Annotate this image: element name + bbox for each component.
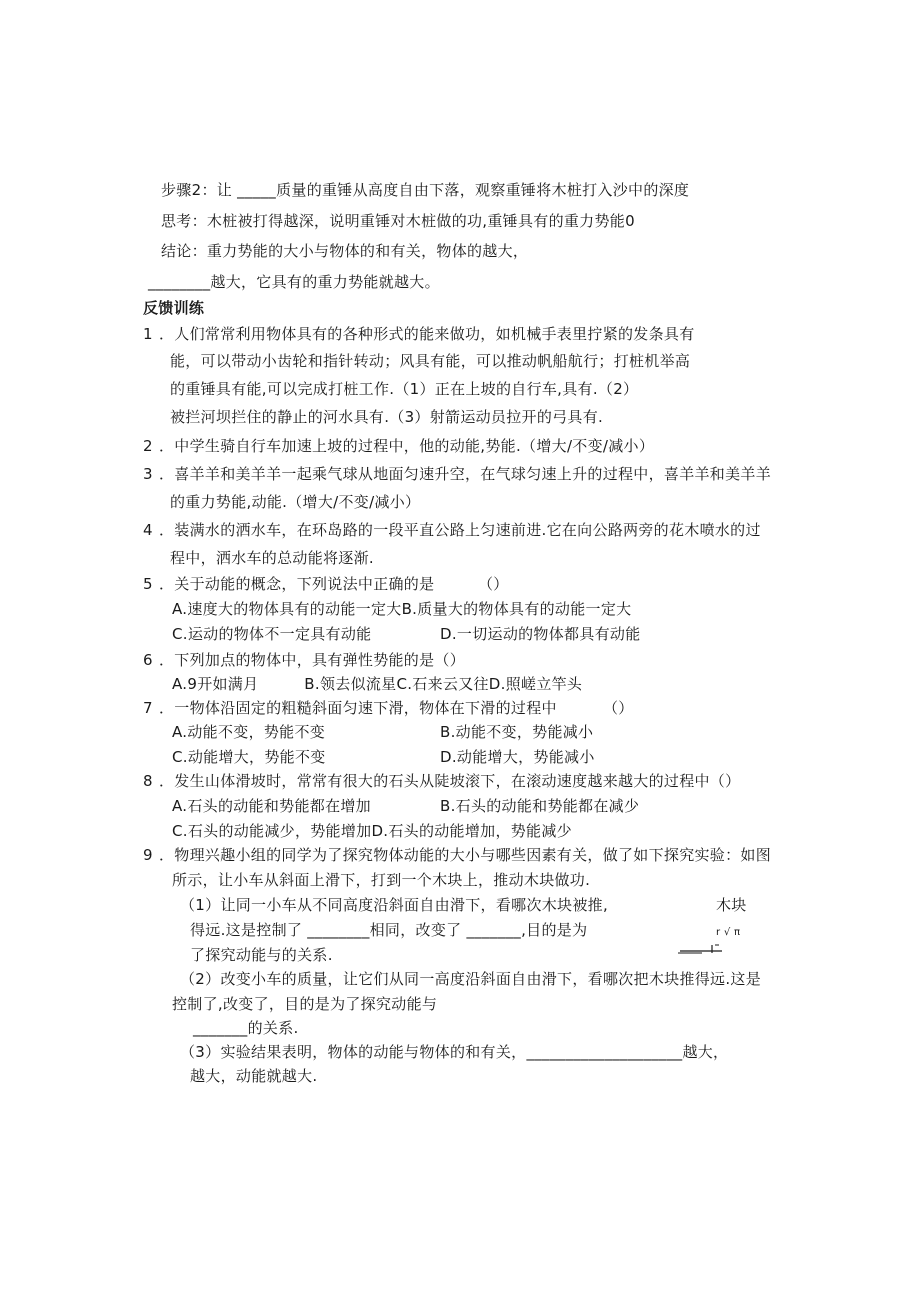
option-d: D.一切运动的物体都具有动能 bbox=[440, 625, 641, 643]
answer-paren: （） bbox=[478, 575, 509, 593]
question-number: 3 bbox=[143, 465, 153, 483]
part-3-text: 越大，动能就越大. bbox=[190, 1067, 318, 1085]
question-4-text: 程中，洒水车的总动能将逐渐. bbox=[170, 549, 374, 567]
part-2-text: _______的关系. bbox=[193, 1019, 299, 1037]
experiment-figure bbox=[674, 893, 754, 963]
ramp-block-icon bbox=[674, 893, 754, 963]
option-a: A.石头的动能和势能都在增加 bbox=[172, 797, 371, 815]
conclusion-line: 结论：重力势能的大小与物体的和有关，物体的越大， bbox=[161, 242, 529, 260]
part-2-text: （2）改变小车的质量，让它们从同一高度沿斜面自由滑下，看哪次把木块推得远.这是 bbox=[180, 970, 762, 988]
question-1-text: ．人们常常利用物体具有的各种形式的能来做功，如机械手表里拧紧的发条具有 bbox=[159, 325, 695, 343]
option-ab: A.速度大的物体具有的动能一定大B.质量大的物体具有的动能一定大 bbox=[172, 600, 632, 618]
section-title: 反馈训练 bbox=[143, 299, 205, 317]
question-1-text: 能，可以带动小齿轮和指针转动；风具有能，可以推动帆船航行；打桩机举高 bbox=[170, 352, 691, 370]
figure-mark: r √ π bbox=[716, 927, 741, 938]
question-number: 2 bbox=[143, 437, 153, 455]
options-line: A.9开如满月 B.领去似流星C.石来云又往D.照嵯立竿头 bbox=[172, 675, 583, 693]
part-1-text: 得远.这是控制了 ________相同，改变了 _______,目的是为 bbox=[190, 921, 588, 939]
option-c: C.动能增大，势能不变 bbox=[172, 748, 326, 766]
question-number: 7 bbox=[143, 699, 153, 717]
question-6-text: ．下列加点的物体中，具有弹性势能的是（） bbox=[159, 651, 466, 669]
part-3-text: （3）实验结果表明，物体的动能与物体的和有关，____________________越大， bbox=[180, 1043, 729, 1061]
question-number: 6 bbox=[143, 651, 153, 669]
question-4-text: ．装满水的洒水车，在环岛路的一段平直公路上匀速前进.它在向公路两旁的花木喷水的过 bbox=[159, 521, 761, 539]
question-3-text: 的重力势能,动能.（增大/不变/减小） bbox=[170, 493, 421, 511]
figure-label: 木块 bbox=[716, 896, 747, 914]
option-b: B.动能不变，势能减小 bbox=[440, 723, 594, 741]
question-5-text: ．关于动能的概念，下列说法中正确的是 bbox=[159, 575, 435, 593]
question-8-text: ．发生山体滑坡时，常常有很大的石头从陡坡滚下，在滚动速度越来越大的过程中（） bbox=[159, 772, 741, 790]
question-1-text: 的重锤具有能,可以完成打桩工作.（1）正在上坡的自行车,具有.（2） bbox=[170, 380, 639, 398]
option-b: B.石头的动能和势能都在减少 bbox=[440, 797, 640, 815]
part-2-text: 控制了,改变了，目的是为了探究动能与 bbox=[172, 995, 438, 1013]
question-9-text: 所示，让小车从斜面上滑下，打到一个木块上，推动木块做功. bbox=[172, 871, 591, 889]
question-9-text: ．物理兴趣小组的同学为了探究物体动能的大小与哪些因素有关，做了如下探究实验：如图 bbox=[159, 846, 772, 864]
question-number: 4 bbox=[143, 521, 153, 539]
part-1-text: （1）让同一小车从不同高度沿斜面自由滑下，看哪次木块被推, bbox=[180, 896, 609, 914]
question-number: 5 bbox=[143, 575, 153, 593]
step2-line: 步骤2：让 _____质量的重锤从高度自由下落，观察重锤将木桩打入沙中的深度 bbox=[161, 181, 690, 199]
answer-paren: （） bbox=[603, 699, 634, 717]
question-1-text: 被拦河坝拦住的静止的河水具有.（3）射箭运动员拉开的弓具有. bbox=[170, 408, 604, 426]
option-cd: C.石头的动能减少，势能增加D.石头的动能增加，势能减少 bbox=[172, 822, 572, 840]
conclusion-line-2: ________越大，它具有的重力势能就越大。 bbox=[148, 273, 440, 291]
think-line: 思考：木桩被打得越深，说明重锤对木桩做的功,重锤具有的重力势能0 bbox=[161, 212, 635, 230]
question-2-text: ．中学生骑自行车加速上坡的过程中，他的动能,势能.（增大/不变/减小） bbox=[159, 437, 655, 455]
option-a: A.动能不变，势能不变 bbox=[172, 723, 326, 741]
question-3-text: ．喜羊羊和美羊羊一起乘气球从地面匀速升空，在气球匀速上升的过程中，喜羊羊和美羊羊 bbox=[159, 465, 772, 483]
question-number: 1 bbox=[143, 325, 153, 343]
option-c: C.运动的物体不一定具有动能 bbox=[172, 625, 372, 643]
question-7-text: ．一物体沿固定的粗糙斜面匀速下滑，物体在下滑的过程中 bbox=[159, 699, 557, 717]
question-number: 8 bbox=[143, 772, 153, 790]
part-1-text: 了探究动能与的关系. bbox=[190, 946, 333, 964]
option-d: D.动能增大，势能减小 bbox=[440, 748, 595, 766]
question-number: 9 bbox=[143, 846, 153, 864]
